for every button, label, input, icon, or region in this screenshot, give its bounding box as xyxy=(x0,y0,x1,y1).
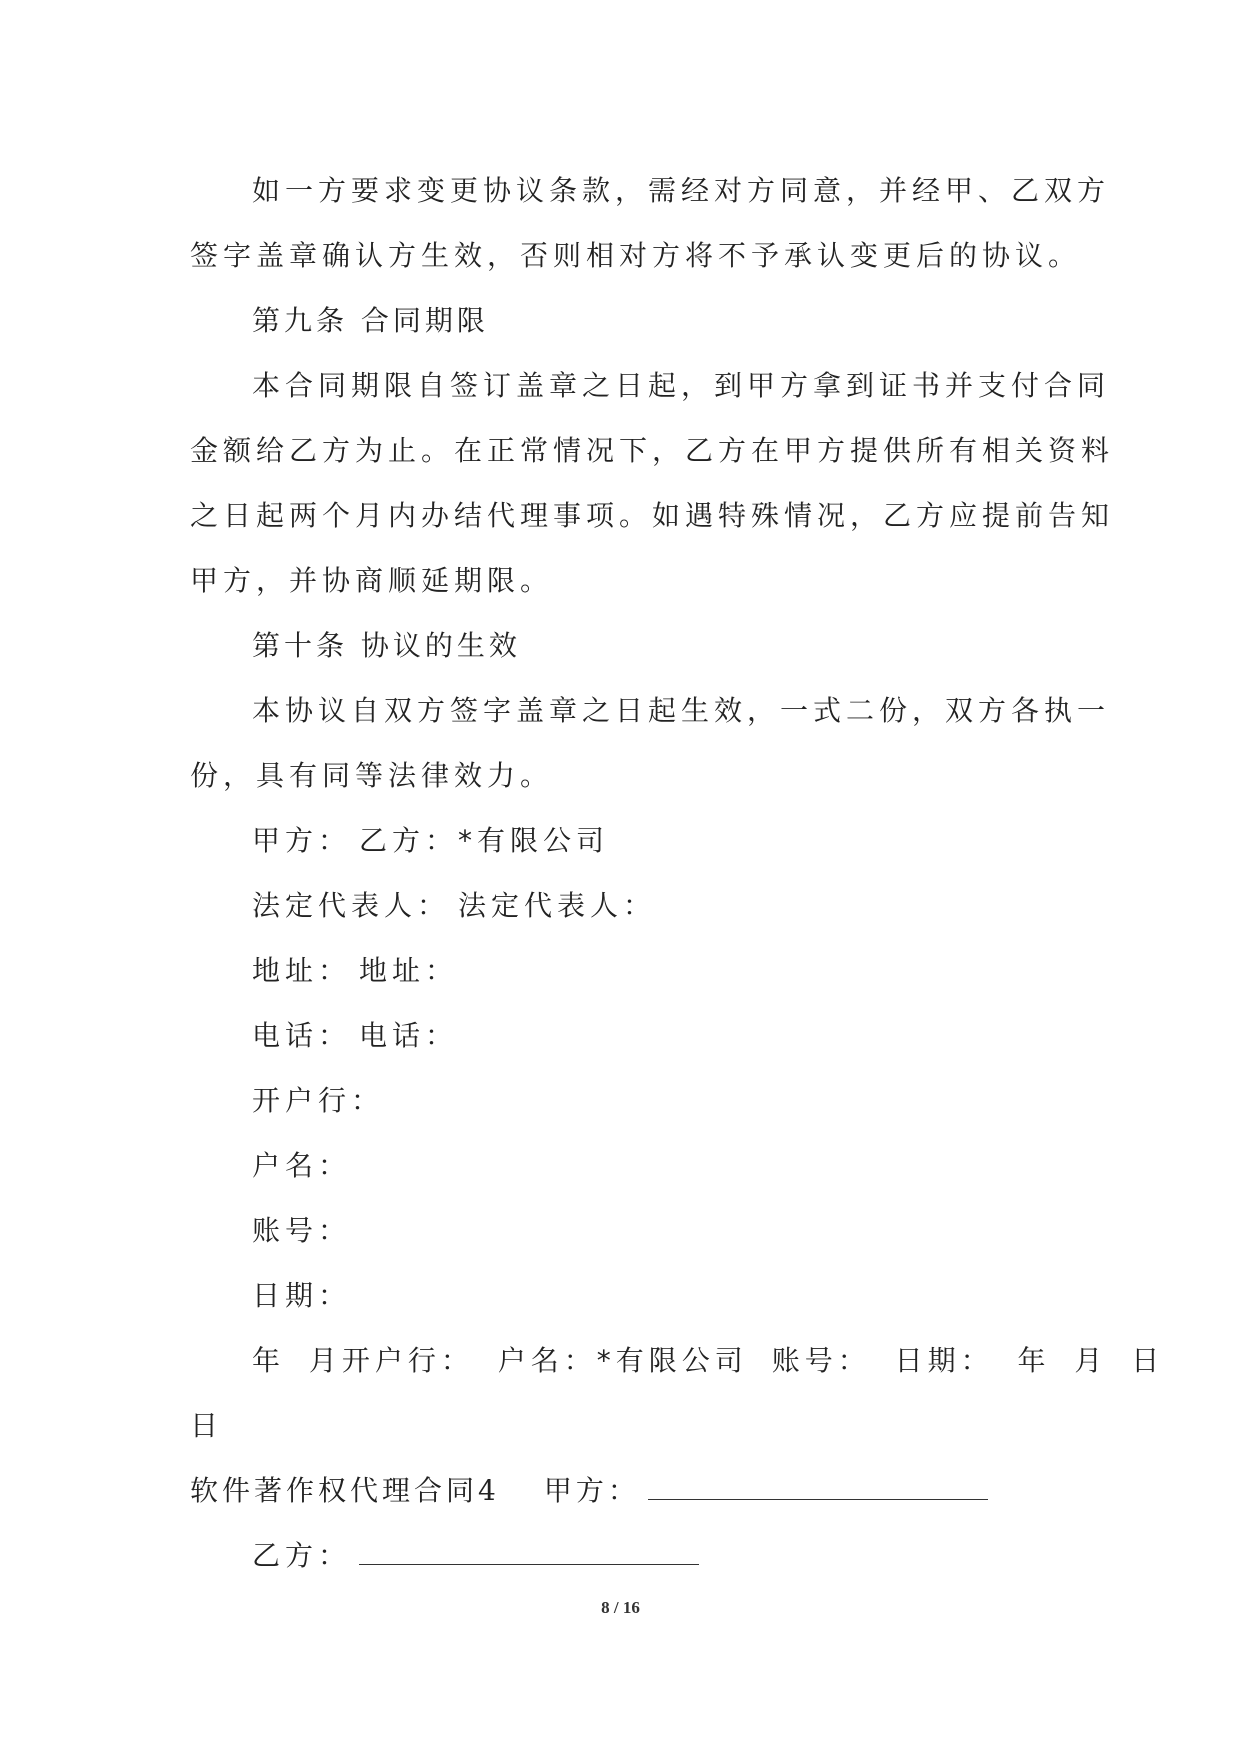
paragraph-line: 金额给乙方为止。在正常情况下，乙方在甲方提供所有相关资料 xyxy=(190,434,1115,467)
article-9-heading: 第九条 合同期限 xyxy=(252,304,489,337)
address-b-label: 地址： xyxy=(359,954,459,987)
signature-address-row xyxy=(190,938,1060,1003)
bank-label: 开户行： xyxy=(252,1084,385,1117)
party-b-label: 乙方：*有限公司 xyxy=(359,824,610,857)
signature-parties-row xyxy=(190,808,1060,873)
phone-a-label: 电话： xyxy=(252,1019,352,1052)
paragraph-line: 份，具有同等法律效力。 xyxy=(190,759,554,792)
next-contract-number: 4 xyxy=(478,1474,496,1507)
combined-signature-line-end: 日 xyxy=(190,1409,224,1442)
paragraph-line: 签字盖章确认方生效，否则相对方将不予承认变更后的协议。 xyxy=(190,239,1082,272)
page-number: 8 / 16 xyxy=(601,1598,640,1617)
document-body xyxy=(190,158,1165,1588)
rep-b-label: 法定代表人： xyxy=(458,889,657,922)
address-a-label: 地址： xyxy=(252,954,352,987)
paragraph-line: 本协议自双方签字盖章之日起生效，一式二份，双方各执一 xyxy=(252,694,1111,727)
account-number-label: 账号： xyxy=(252,1214,352,1247)
account-name-label: 户名： xyxy=(252,1149,352,1182)
party-b-blank-line xyxy=(359,1560,699,1565)
signature-phone-row xyxy=(190,1003,1060,1068)
signature-rep-row xyxy=(190,873,1060,938)
next-party-a-label: 甲方： xyxy=(543,1474,640,1507)
next-contract-title: 软件著作权代理合同 xyxy=(190,1474,479,1507)
next-party-b-row xyxy=(190,1523,1060,1588)
paragraph-line: 本合同期限自签订盖章之日起，到甲方拿到证书并支付合同 xyxy=(252,369,1111,402)
article-10-heading: 第十条 协议的生效 xyxy=(252,629,521,662)
date-label: 日期： xyxy=(252,1279,352,1312)
next-party-b-label: 乙方： xyxy=(252,1539,352,1572)
paragraph-line: 之日起两个月内办结代理事项。如遇特殊情况，乙方应提前告知 xyxy=(190,499,1115,532)
rep-a-label: 法定代表人： xyxy=(252,889,451,922)
phone-b-label: 电话： xyxy=(359,1019,459,1052)
combined-signature-line: 年 月开户行： 户名：*有限公司 账号： 日期： 年 月 日 xyxy=(252,1344,1165,1377)
party-a-blank-line xyxy=(648,1495,988,1500)
paragraph-line: 甲方，并协商顺延期限。 xyxy=(190,564,554,597)
next-contract-title-row xyxy=(190,1458,1060,1523)
party-a-label: 甲方： xyxy=(252,824,352,857)
paragraph-line: 如一方要求变更协议条款，需经对方同意，并经甲、乙双方 xyxy=(252,174,1111,207)
